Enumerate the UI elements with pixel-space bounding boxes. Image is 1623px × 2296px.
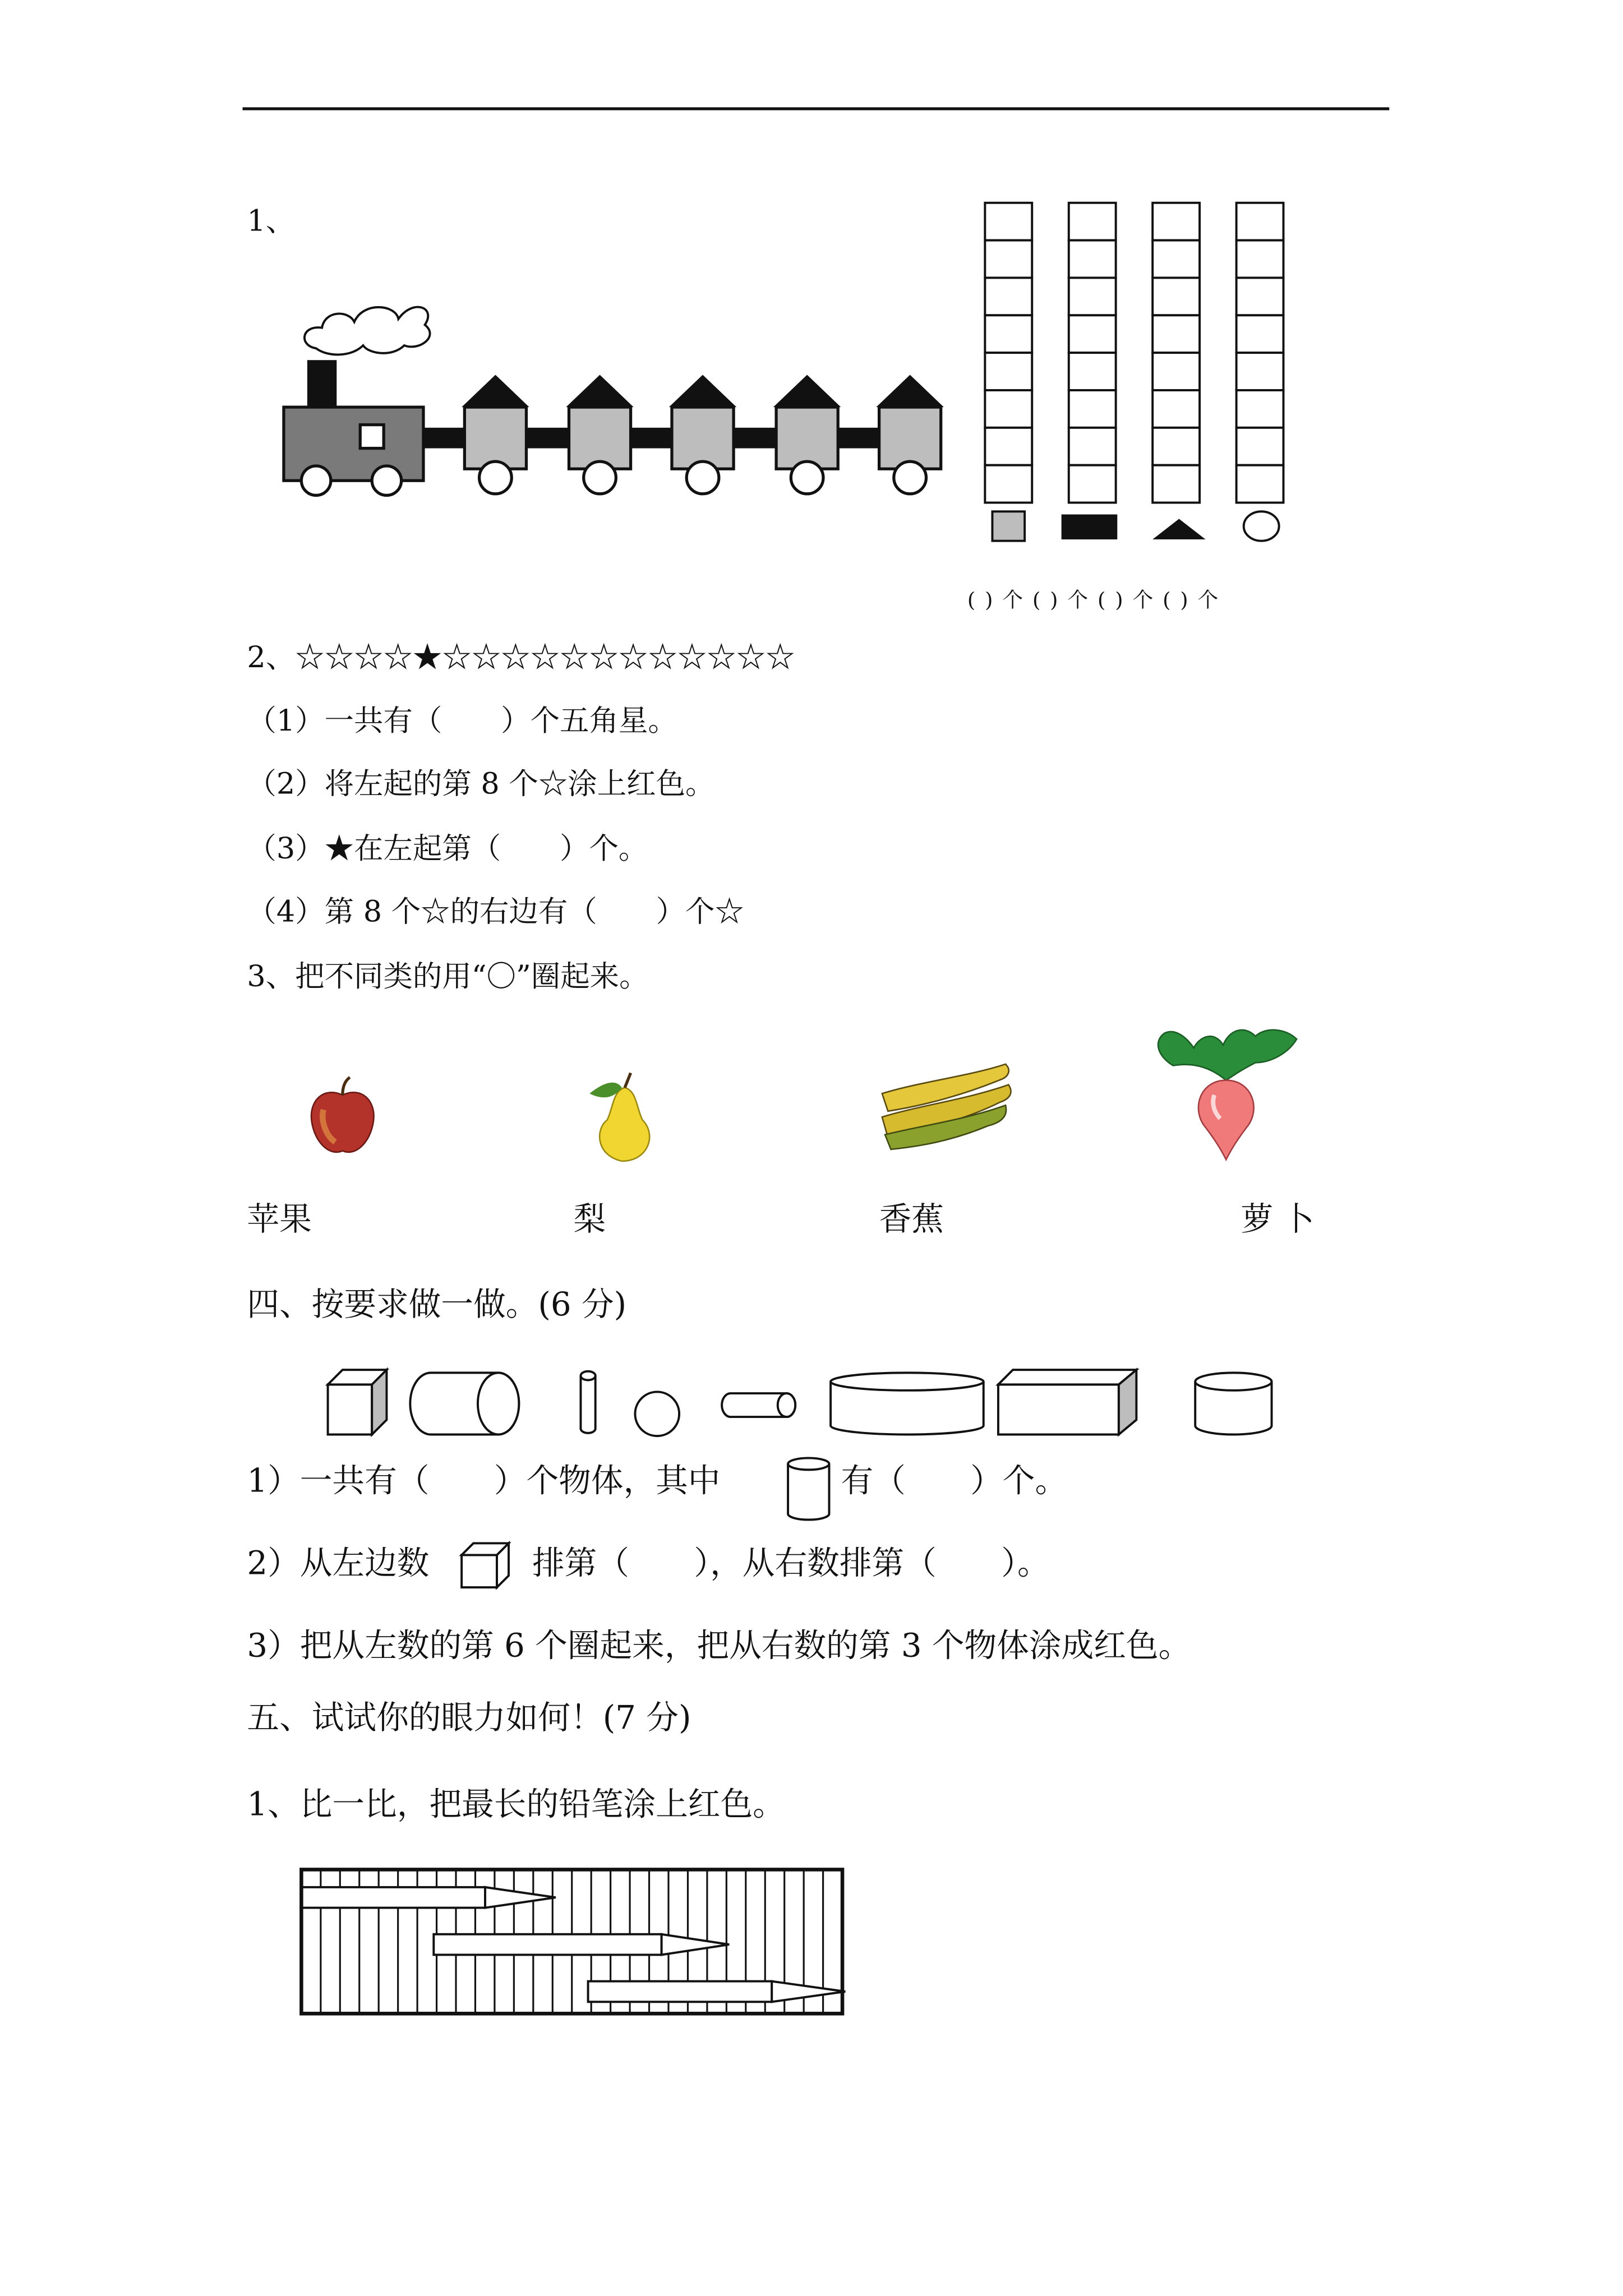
count-cell — [985, 390, 1032, 428]
apple-picture — [306, 1077, 379, 1159]
box-shape-icon — [998, 1370, 1136, 1434]
ball-icon — [635, 1392, 679, 1436]
wagon-roof — [773, 375, 841, 407]
count-cell — [1069, 465, 1116, 503]
pencil-tip — [485, 1887, 556, 1908]
q2-header: 2、☆☆☆☆★☆☆☆☆☆☆☆☆☆☆☆☆ — [247, 639, 795, 675]
count-cell — [1237, 203, 1284, 241]
square-shape-icon — [992, 511, 1025, 540]
wagon-roof — [669, 375, 737, 407]
train-coupler — [734, 428, 776, 449]
thin-cylinder-icon — [580, 1371, 595, 1433]
count-cell — [1152, 203, 1200, 241]
q1-label: 1、 — [247, 202, 296, 238]
count-cell — [1152, 390, 1200, 428]
pencil-body — [301, 1887, 485, 1908]
solid-shapes-row — [316, 1364, 1287, 1447]
count-cell — [985, 465, 1032, 503]
count-cell — [985, 203, 1032, 241]
count-cell — [985, 241, 1032, 278]
section5-sub1: 1、比一比，把最长的铅笔涂上红色。 — [247, 1787, 785, 1824]
rectangle-shape-icon — [1062, 514, 1118, 539]
wagon-roof — [462, 375, 529, 407]
wagon-wheel — [791, 461, 823, 494]
q4-line3: 3）把从左数的第 6 个圈起来，把从右数的第 3 个物体涂成红色。 — [247, 1628, 1191, 1666]
short-cylinder-icon — [1195, 1373, 1271, 1434]
counting-chart — [978, 198, 1301, 551]
train-coupler — [526, 428, 569, 449]
train-wagon — [776, 407, 838, 469]
count-cell — [985, 428, 1032, 465]
count-cell — [1069, 315, 1116, 353]
fruit-label-pear: 梨 — [573, 1202, 606, 1239]
train-wagon — [879, 407, 941, 469]
count-cell — [985, 353, 1032, 390]
train-coupler — [838, 428, 879, 449]
count-cell — [1152, 428, 1200, 465]
pear-picture — [580, 1070, 663, 1167]
count-cell — [1237, 278, 1284, 315]
q2-item-1: （1）一共有（ ）个五角星。 — [247, 703, 677, 738]
q1-count-blanks: ( ) 个 ( ) 个 ( ) 个 ( ) 个 — [967, 589, 1220, 613]
small-cylinder-icon — [722, 1393, 795, 1417]
flat-cylinder-icon — [831, 1373, 984, 1434]
train-coupler — [631, 428, 672, 449]
train-wagon — [569, 407, 630, 469]
banana-picture — [876, 1061, 1017, 1153]
wagon-wheel — [479, 461, 512, 494]
train-wagon — [672, 407, 734, 469]
wagon-wheel — [686, 461, 719, 494]
small-cube-icon — [459, 1540, 511, 1590]
count-cell — [1069, 203, 1116, 241]
wagon-wheel — [894, 461, 926, 494]
q4-line1-start: 1）一共有（ ）个物体，其中 — [247, 1463, 721, 1501]
count-cell — [1152, 315, 1200, 353]
pencil-tip — [772, 1981, 845, 2002]
count-cell — [1069, 278, 1116, 315]
horizontal-cylinder-icon — [410, 1373, 519, 1434]
train-coupler — [423, 428, 464, 449]
count-cell — [1152, 278, 1200, 315]
q4-line2-start: 2）从左边数 — [247, 1546, 430, 1583]
fruit-label-radish: 萝卜 — [1241, 1202, 1324, 1239]
q2-item-4: （4）第 8 个☆的右边有（ ）个☆ — [247, 893, 744, 929]
q3-title: 3、把不同类的用“〇”圈起来。 — [247, 958, 649, 994]
count-cell — [985, 315, 1032, 353]
cube-shape-icon — [328, 1370, 387, 1434]
section5-title: 五、试试你的眼力如何！(7 分) — [247, 1700, 691, 1738]
pencil-comparison-grid — [298, 1867, 845, 2016]
count-cell — [1152, 465, 1200, 503]
upright-cylinder-icon — [782, 1455, 835, 1523]
count-cell — [1237, 241, 1284, 278]
pencil-body — [434, 1934, 661, 1955]
train-wagon — [464, 407, 526, 469]
count-cell — [1237, 315, 1284, 353]
count-cell — [1237, 428, 1284, 465]
radish-picture — [1150, 1022, 1303, 1166]
train-illustration — [272, 287, 963, 507]
pencil-body — [588, 1981, 772, 2002]
q2-item-2: （2）将左起的第 8 个☆涂上红色。 — [247, 765, 715, 801]
count-cell — [1069, 241, 1116, 278]
fruit-label-banana: 香蕉 — [879, 1202, 944, 1239]
section4-title: 四、按要求做一做。(6 分) — [247, 1287, 627, 1324]
q2-item-3: （3）★在左起第（ ）个。 — [247, 830, 648, 866]
q4-line1-end: 有（ ）个。 — [841, 1463, 1068, 1501]
triangle-shape-icon — [1152, 519, 1205, 539]
count-cell — [1069, 390, 1116, 428]
count-cell — [1152, 353, 1200, 390]
pencil-tip — [662, 1934, 730, 1955]
wagon-roof — [876, 375, 944, 407]
count-cell — [985, 278, 1032, 315]
fruit-label-apple: 苹果 — [247, 1202, 312, 1239]
header-rule — [243, 107, 1390, 110]
wagon-wheel — [584, 461, 616, 494]
q4-line2-end: 排第（ ），从右数排第（ ）。 — [532, 1546, 1050, 1583]
count-cell — [1237, 353, 1284, 390]
circle-shape-icon — [1244, 511, 1279, 540]
count-cell — [1237, 465, 1284, 503]
wagon-roof — [566, 375, 634, 407]
count-cell — [1152, 241, 1200, 278]
count-cell — [1069, 428, 1116, 465]
count-cell — [1069, 353, 1116, 390]
count-cell — [1237, 390, 1284, 428]
